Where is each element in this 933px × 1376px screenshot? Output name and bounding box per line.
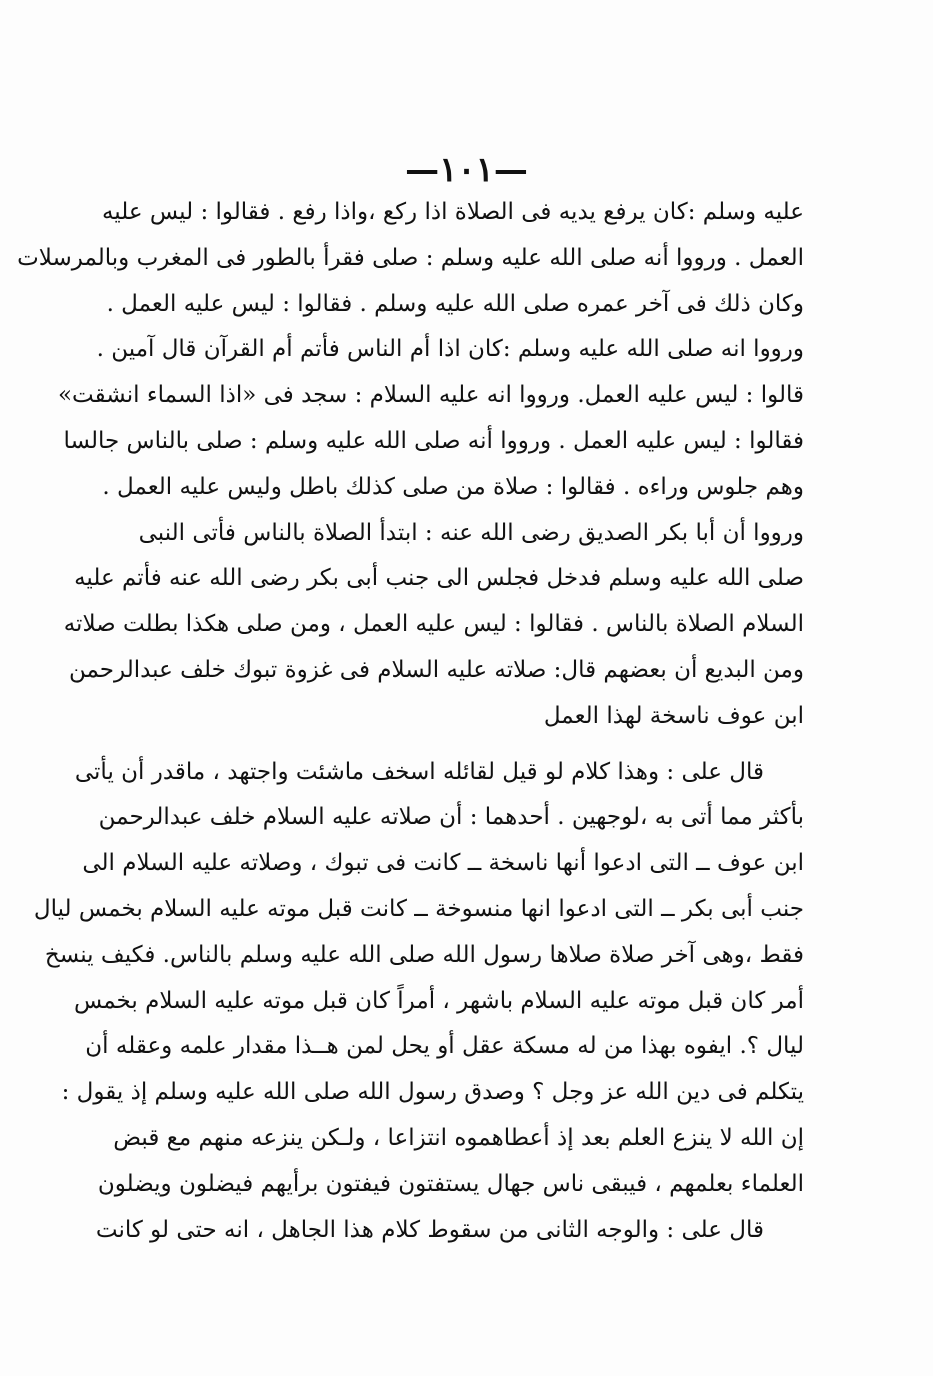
- paragraph-gap: [168, 740, 804, 750]
- paragraph-1: [17, 190, 804, 740]
- text-line: صلى الله عليه وسلم فدخل فجلس الى جنب أبى بكر رضى الله عنه فأتم عليه: [74, 565, 804, 592]
- text-line: بأكثر مما أتى به ،لوجهين . أحدهما : أن صلاته عليه السلام خلف عبدالرحمن: [98, 804, 804, 831]
- text-line: قال على : وهذا كلام لو قيل لقائله اسخف ماشئت واجتهد ، ماقدر أن يأتى: [74, 758, 764, 785]
- text-line: قالوا : ليس عليه العمل. ورووا انه عليه السلام : سجد فى «اذا السماء انشقت»: [57, 382, 804, 409]
- body-text: [17, 190, 804, 1253]
- text-line: عليه وسلم :كان يرفع يديه فى الصلاة اذا ركع ،واذا رفع . فقالوا : ليس عليه: [101, 199, 804, 225]
- text-line: ابن عوف ناسخة لهذا العمل: [543, 702, 804, 729]
- text-line: العمل . ورووا أنه صلى الله عليه وسلم : صلى فقرأ بالطور فى المغرب وبالمرسلات: [17, 244, 804, 271]
- text-line: إن الله لا ينزع العلم بعد إذ أعطاهموه انتزاعا ، ولـكن ينزعه منهم مع قبض: [113, 1124, 804, 1151]
- text-line: قال على : والوجه الثانى من سقوط كلام هذا الجاهل ، انه حتى لو كانت: [95, 1216, 764, 1243]
- text-line: جنب أبى بكر ــ التى ادعوا انها منسوخة ــ كانت قبل موته عليه السلام بخمس ليال: [33, 895, 804, 922]
- text-line: ابن عوف ــ التى ادعوا أنها ناسخة ــ كانت فى تبوك ، وصلاته عليه السلام الى: [82, 850, 804, 877]
- text-line: فقالوا : ليس عليه العمل . ورووا أنه صلى الله عليه وسلم : صلى بالناس جالسا: [63, 427, 804, 454]
- text-line: فقط ،وهى آخر صلاة صلاها رسول الله صلى الله عليه وسلم بالناس. فكيف ينسخ: [44, 941, 804, 968]
- text-line: السلام الصلاة بالناس . فقالوا : ليس عليه العمل ، ومن صلى هكذا بطلت صلاته: [63, 611, 804, 638]
- text-line: ورووا أن أبا بكر الصديق رضى الله عنه : ابتدأ الصلاة بالناس فأتى النبى: [138, 519, 804, 546]
- page-number: —١٠١—: [405, 150, 528, 190]
- text-line: وكان ذلك فى آخر عمره صلى الله عليه وسلم . فقالوا : ليس عليه العمل .: [106, 290, 804, 317]
- paragraph-2: [33, 750, 804, 1208]
- text-line: ومن البديع أن بعضهم قال: صلاته عليه السلام فى غزوة تبوك خلف عبدالرحمن: [68, 656, 804, 683]
- text-line: أمر كان قبل موته عليه السلام باشهر ، أمراً كان قبل موته عليه السلام بخمس: [73, 987, 804, 1014]
- text-line: ليال ؟. ايفوه بهذا من له مسكة عقل أو يحل لمن هــذا مقدار علمه وعقله أن: [85, 1033, 804, 1060]
- text-line: وهم جلوس وراءه . فقالوا : صلاة من صلى كذلك باطل وليس عليه العمل .: [102, 473, 804, 500]
- text-line: العلماء بعلمهم ، فيبقى ناس جهال يستفتون فيفتون برأيهم فيضلون ويضلون: [97, 1170, 804, 1197]
- paragraph-3: [95, 1208, 804, 1254]
- text-line: ورووا انه صلى الله عليه وسلم :كان اذا أم الناس فأتم أم القرآن قال آمين .: [96, 336, 804, 363]
- text-line: يتكلم فى دين الله عز وجل ؟ وصدق رسول الله صلى الله عليه وسلم إذ يقول :: [61, 1079, 804, 1106]
